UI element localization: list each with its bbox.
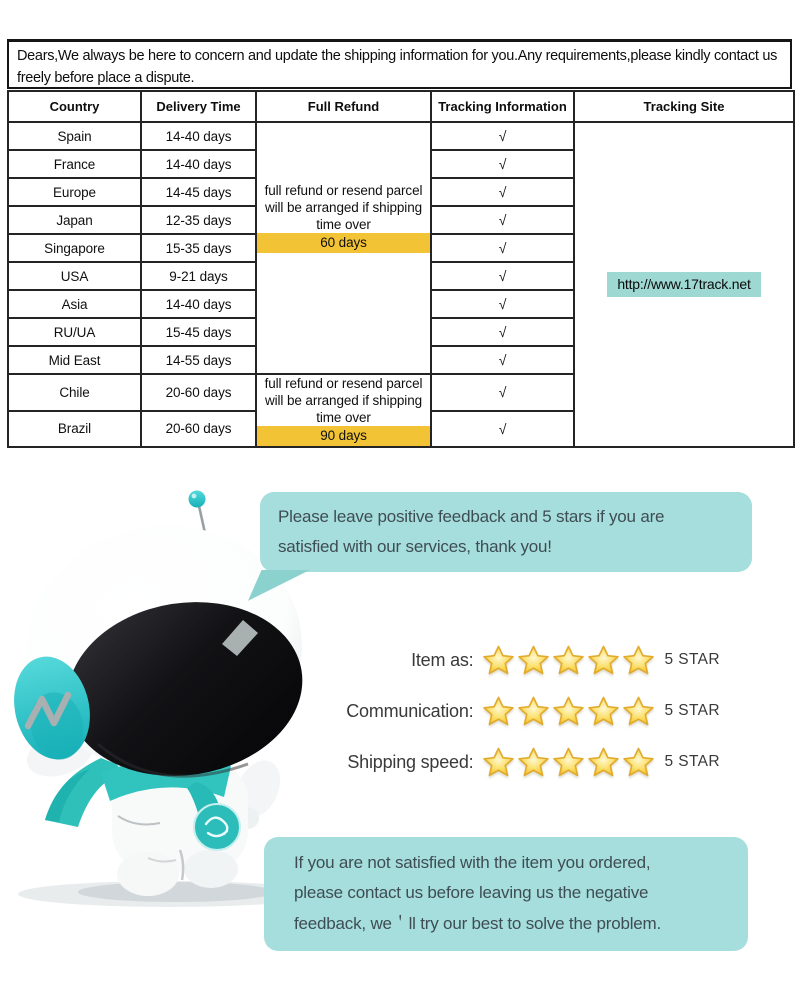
shipping-table-head bbox=[8, 91, 794, 122]
rating-value: 5 STAR bbox=[664, 702, 720, 719]
rating-label: Item as: bbox=[411, 649, 474, 670]
country-cell: Asia bbox=[8, 290, 141, 318]
star-icon bbox=[587, 746, 620, 779]
col-header-country: Country bbox=[8, 91, 141, 122]
col-header-delivery-time: Delivery Time bbox=[141, 91, 256, 122]
delivery-time-cell: 14-40 days bbox=[141, 122, 256, 150]
table-row bbox=[8, 122, 794, 150]
chest-badge-icon bbox=[194, 804, 240, 850]
star-icon bbox=[517, 746, 550, 779]
refund-note-line: will be arranged if shipping bbox=[264, 199, 423, 215]
delivery-time-cell: 15-45 days bbox=[141, 318, 256, 346]
rating-row bbox=[330, 693, 720, 729]
rating-label: Shipping speed: bbox=[347, 751, 474, 772]
speech-bubble bbox=[260, 492, 752, 572]
shipping-table bbox=[7, 90, 795, 448]
speech-bubble-line: satisfied with our services, thank you! bbox=[278, 536, 552, 556]
notice-box bbox=[7, 39, 792, 89]
refund-note-line: will be arranged if shipping bbox=[264, 393, 423, 408]
star-icon bbox=[552, 695, 585, 728]
tracking-check-cell bbox=[431, 290, 574, 318]
rating-stars bbox=[482, 644, 655, 677]
country-cell: Chile bbox=[8, 374, 141, 411]
footer-note-line: If you are not satisfied with the item you ordered, bbox=[294, 853, 651, 872]
star-icon bbox=[552, 644, 585, 677]
star-icon bbox=[517, 695, 550, 728]
delivery-time-cell: 20-60 days bbox=[141, 374, 256, 411]
rating-stars bbox=[482, 746, 655, 779]
rating-row bbox=[330, 744, 720, 780]
tracking-site-link[interactable]: http://www.17track.net bbox=[607, 272, 760, 297]
shipping-table-body bbox=[8, 122, 794, 447]
tracking-check-cell bbox=[431, 178, 574, 206]
footer-note-line: feedback, we＇ll try our best to solve the problem. bbox=[294, 913, 662, 933]
footer-note bbox=[264, 837, 748, 951]
refund-note-line: full refund or resend parcel bbox=[264, 182, 423, 198]
delivery-time-cell: 20-60 days bbox=[141, 411, 256, 448]
refund-note-line: full refund or resend parcel bbox=[264, 376, 423, 391]
tracking-check-cell bbox=[431, 150, 574, 178]
star-icon bbox=[622, 695, 655, 728]
check-icon: √ bbox=[498, 352, 507, 368]
rating-stars bbox=[482, 695, 655, 728]
delivery-time-cell: 15-35 days bbox=[141, 234, 256, 262]
days-highlight: 60 days bbox=[257, 233, 430, 253]
country-cell: Japan bbox=[8, 206, 141, 234]
delivery-time-cell: 9-21 days bbox=[141, 262, 256, 290]
star-icon bbox=[517, 644, 550, 677]
star-icon bbox=[622, 746, 655, 779]
check-icon: √ bbox=[498, 212, 507, 228]
refund-note-text bbox=[257, 375, 430, 446]
col-header-tracking-site: Tracking Site bbox=[574, 91, 794, 122]
refund-note-cell bbox=[256, 122, 431, 374]
tracking-check-cell bbox=[431, 206, 574, 234]
country-cell: USA bbox=[8, 262, 141, 290]
check-icon: √ bbox=[498, 384, 507, 401]
delivery-time-cell: 14-40 days bbox=[141, 150, 256, 178]
days-highlight: 90 days bbox=[257, 426, 430, 446]
refund-note-text bbox=[257, 182, 430, 253]
footer-note-line: please contact us before leaving us the negative bbox=[294, 883, 649, 903]
tracking-check-cell bbox=[431, 374, 574, 411]
country-cell: France bbox=[8, 150, 141, 178]
tracking-check-cell bbox=[431, 262, 574, 290]
check-icon: √ bbox=[498, 128, 507, 144]
star-icon bbox=[482, 644, 515, 677]
country-cell: Singapore bbox=[8, 234, 141, 262]
tracking-check-cell bbox=[431, 346, 574, 374]
country-cell: RU/UA bbox=[8, 318, 141, 346]
check-icon: √ bbox=[498, 324, 507, 340]
country-cell: Europe bbox=[8, 178, 141, 206]
refund-note-line: time over 90 days bbox=[257, 409, 430, 446]
delivery-time-cell: 14-55 days bbox=[141, 346, 256, 374]
check-icon: √ bbox=[498, 156, 507, 172]
notice-text: Dears,We always be here to concern and update the shipping information for you.Any requirements,please kindly contact us freely before place a dispute. bbox=[17, 48, 778, 87]
check-icon: √ bbox=[498, 268, 507, 284]
country-cell: Mid East bbox=[8, 346, 141, 374]
tracking-check-cell bbox=[431, 122, 574, 150]
check-icon: √ bbox=[498, 420, 507, 437]
check-icon: √ bbox=[498, 184, 507, 200]
star-icon bbox=[482, 746, 515, 779]
delivery-time-cell: 14-40 days bbox=[141, 290, 256, 318]
col-header-tracking-information: Tracking Information bbox=[431, 91, 574, 122]
col-header-full-refund: Full Refund bbox=[256, 91, 431, 122]
rating-label: Communication: bbox=[346, 700, 474, 721]
rating-value: 5 STAR bbox=[664, 651, 720, 668]
tracking-site-cell bbox=[574, 122, 794, 447]
refund-note-cell bbox=[256, 374, 431, 447]
country-cell: Spain bbox=[8, 122, 141, 150]
ratings-block bbox=[330, 642, 720, 795]
tracking-check-cell bbox=[431, 318, 574, 346]
star-icon bbox=[622, 644, 655, 677]
rating-value: 5 STAR bbox=[664, 753, 720, 770]
star-icon bbox=[587, 644, 620, 677]
check-icon: √ bbox=[498, 240, 507, 256]
tracking-check-cell bbox=[431, 234, 574, 262]
tracking-check-cell bbox=[431, 411, 574, 448]
check-icon: √ bbox=[498, 296, 507, 312]
speech-bubble-line: Please leave positive feedback and 5 stars if you are bbox=[278, 507, 665, 526]
header-row bbox=[8, 91, 794, 122]
country-cell: Brazil bbox=[8, 411, 141, 448]
star-icon bbox=[552, 746, 585, 779]
delivery-time-cell: 14-45 days bbox=[141, 178, 256, 206]
refund-note-line: time over 60 days bbox=[257, 216, 430, 253]
star-icon bbox=[587, 695, 620, 728]
delivery-time-cell: 12-35 days bbox=[141, 206, 256, 234]
rating-row bbox=[330, 642, 720, 678]
star-icon bbox=[482, 695, 515, 728]
